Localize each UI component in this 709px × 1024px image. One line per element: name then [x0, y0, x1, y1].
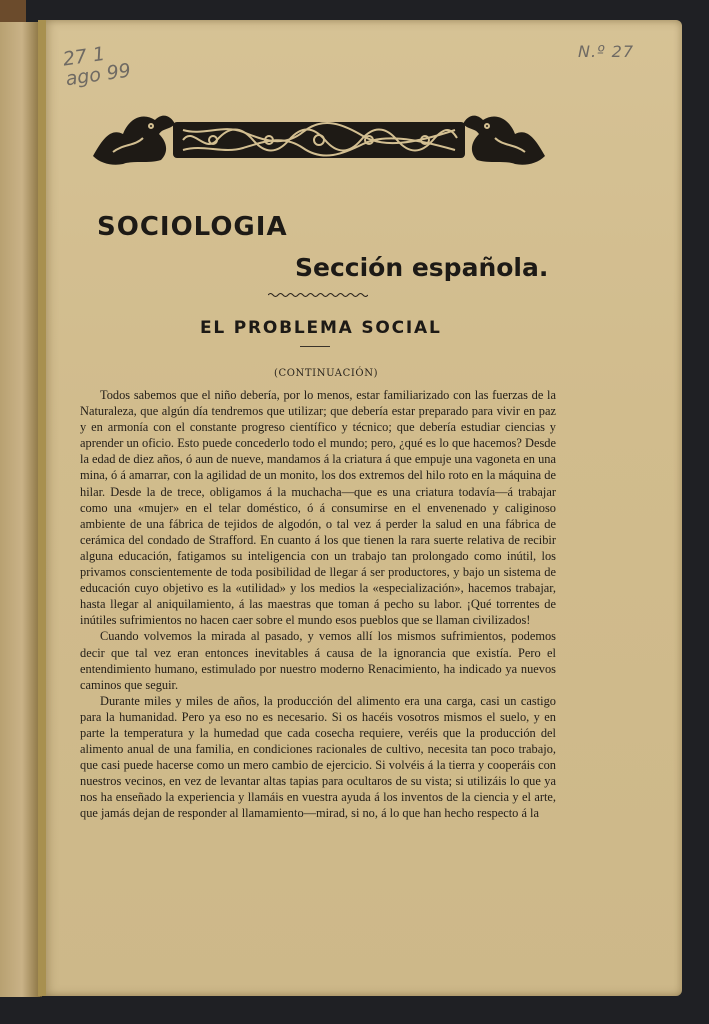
paragraph: Cuando volvemos la mirada al pasado, y vemos allí los mismos sufrimientos, podemos decir que tal vez eran entonces inevitables á causa de la ignorancia que existía. Pero el entendimiento humano, estimulado por nuestro moderno Renacimiento, ha indicado ya nuevos caminos que seguir. [80, 629, 556, 692]
left-page-corner [0, 0, 26, 22]
handwritten-number: N.º 27 [578, 42, 635, 61]
handwritten-date: 27 1 ago 99 [61, 42, 133, 91]
divider-rule [300, 346, 330, 347]
continuation-label: (CONTINUACIÓN) [274, 368, 379, 379]
section-title: Sección española. [295, 253, 549, 282]
article-body [80, 387, 556, 822]
page-title: SOCIOLOGIA [97, 212, 288, 242]
paragraph: Todos sabemos que el niño debería, por lo menos, estar familiarizado con las fuerzas de la Naturaleza, que algún día tendremos que utilizar; que debería estar preparado para vivir en paz y en armonía con el constante progreso científico y técnico; que debería estudiar ciencias y aprender un oficio. Esto puede concederlo todo el mundo; pero, ¿qué es lo que hacemos? Desde la edad de diez años, ó aun de nueve, mandamos á la criatura á que empuje una vagoneta en una mina, ó á amarrar, con la agilidad de un monito, los dos extremos del hilo roto en la máquina de hilar. Desde la de trece, obligamos á la muchacha—que es una criatura todavía—á trabajar como una «mujer» en el telar doméstico, ó á consumirse en el envenenado y caliginoso ambiente de una fábrica de tejidos de algodón, o tal vez á perder la salud en una fábrica de cerámica del condado de Strafford. En cuanto á los que tienen la rara suerte relativa de recibir alguna educación, fatigamos su inteligencia con un trabajo tan prolongado como inútil, los privamos conscientemente de toda posibilidad de llegar á ser productores, y bajo un sistema de educación cuyo objetivo es la «utilidad» y los medios la «especialización», hacemos trabajar, hasta llegar al aniquilamiento, á las maestras que toman á pecho su labor. ¡Qué torrentes de inútiles sufrimientos no hacen caer sobre el mundo esos pueblos que se llaman civilizados! [80, 388, 556, 628]
article-title: EL PROBLEMA SOCIAL [200, 318, 442, 338]
left-page-edge [0, 22, 42, 997]
paragraph: Durante miles y miles de años, la producción del alimento era una carga, casi un castigo para la humanidad. Pero ya eso no es necesario. Si os hacéis vosotros mismos el suelo, y en parte la temperatura y la humedad que cada cosecha requiere, veréis que la producción del alimento anual de una familia, en condiciones racionales de cultivo, necesita tan poco trabajo, que casi puede hacerse como un mero cambio de ejercicio. Si volvéis á la tierra y cooperáis con nuestros vecinos, en vez de levantar altas tapias para ocultaros de su vista; si utilizáis lo que ya nos ha enseñado la experiencia y llamáis en vuestra ayuda á los inventos de la ciencia y el arte, que jamás dejan de responder al llamamiento—mirad, si no, á lo que han hecho respecto á la [80, 693, 556, 821]
gutter [38, 20, 46, 996]
decorative-ornament-icon [93, 108, 545, 168]
wavy-divider-icon [268, 291, 368, 299]
